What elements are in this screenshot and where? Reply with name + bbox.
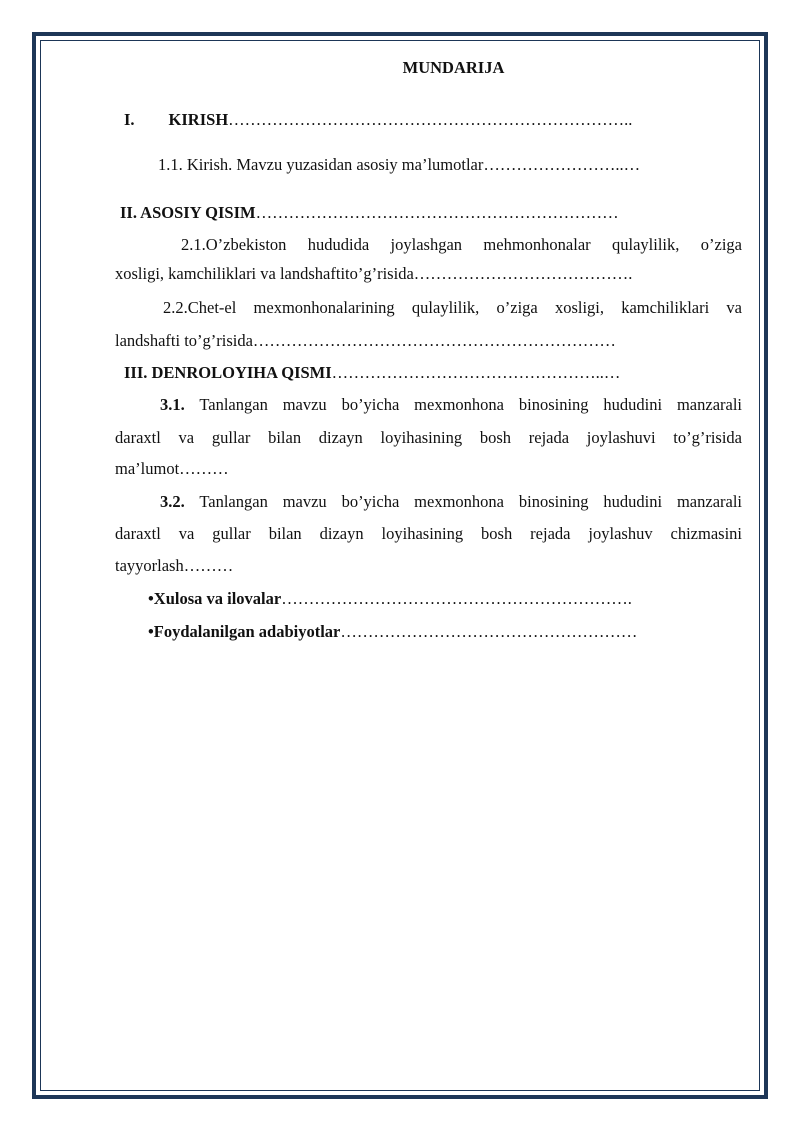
xulosa-label: Xulosa va ilovalar — [153, 589, 282, 608]
toc-title: MUNDARIJA — [402, 58, 505, 77]
toc-entry-2-1-line2: xosligi, kamchiliklari va landshaftito’g’risida…………………………………. — [115, 264, 633, 283]
section-3-2-number: 3.2. — [160, 492, 185, 511]
toc-entry-xulosa — [148, 589, 632, 609]
toc-entry-2-2-line2: landshafti to’g’risida………………………………………………………… — [115, 331, 616, 350]
toc-entry-denroloyiha — [124, 363, 620, 383]
denroloyiha-dots: …………………………………………..… — [331, 363, 621, 382]
bullet-icon: • — [148, 622, 154, 641]
xulosa-dots: ………………………………………………………. — [281, 589, 632, 608]
toc-entry-3-1-line3: ma’lumot……… — [115, 459, 229, 478]
denroloyiha-label: III. DENROLOYIHA QISMI — [124, 363, 332, 382]
toc-entry-3-1-line2: daraxtl va gullar bilan dizayn loyihasining bosh rejada joylashuvi to’g’risida — [115, 428, 742, 447]
asosiy-label: II. ASOSIY QISIM — [120, 203, 256, 222]
foydalanilgan-dots: ……………………………………………… — [340, 622, 638, 641]
toc-entry-asosiy — [120, 203, 619, 223]
toc-entry-3-2-line1: 3.2. Tanlangan mavzu bo’yicha mexmonhona binosining hududini manzarali — [160, 492, 743, 511]
section-3-1-number: 3.1. — [160, 395, 185, 414]
toc-entry-3-2-line2: daraxtl va gullar bilan dizayn loyihasining bosh rejada joylashuv chizmasini — [115, 524, 742, 543]
toc-entry-2-1-line1: 2.1.O’zbekiston hududida joylashgan mehmonhonalar qulaylilik, o’ziga — [181, 235, 742, 254]
toc-entry-1-1: 1.1. Kirish. Mavzu yuzasidan asosiy ma’lumotlar……………………..… — [158, 155, 641, 174]
toc-entry-kirish — [124, 110, 632, 130]
toc-entry-foydalanilgan — [148, 622, 637, 642]
asosiy-dots: ………………………………………………………… — [255, 203, 619, 222]
toc-entry-3-2-line3: tayyorlash……… — [115, 556, 234, 575]
kirish-number: I. — [124, 110, 135, 129]
kirish-dots: ……………………………………………………………….. — [228, 110, 633, 129]
toc-entry-3-1-line1: 3.1. Tanlangan mavzu bo’yicha mexmonhona binosining hududini manzarali — [160, 395, 743, 414]
foydalanilgan-label: Foydalanilgan adabiyotlar — [153, 622, 341, 641]
bullet-icon: • — [148, 589, 154, 608]
kirish-label: KIRISH — [168, 110, 229, 129]
toc-entry-2-2-line1: 2.2.Chet-el mexmonhonalarining qulaylilik, o’ziga xosligi, kamchiliklari va — [163, 298, 742, 317]
